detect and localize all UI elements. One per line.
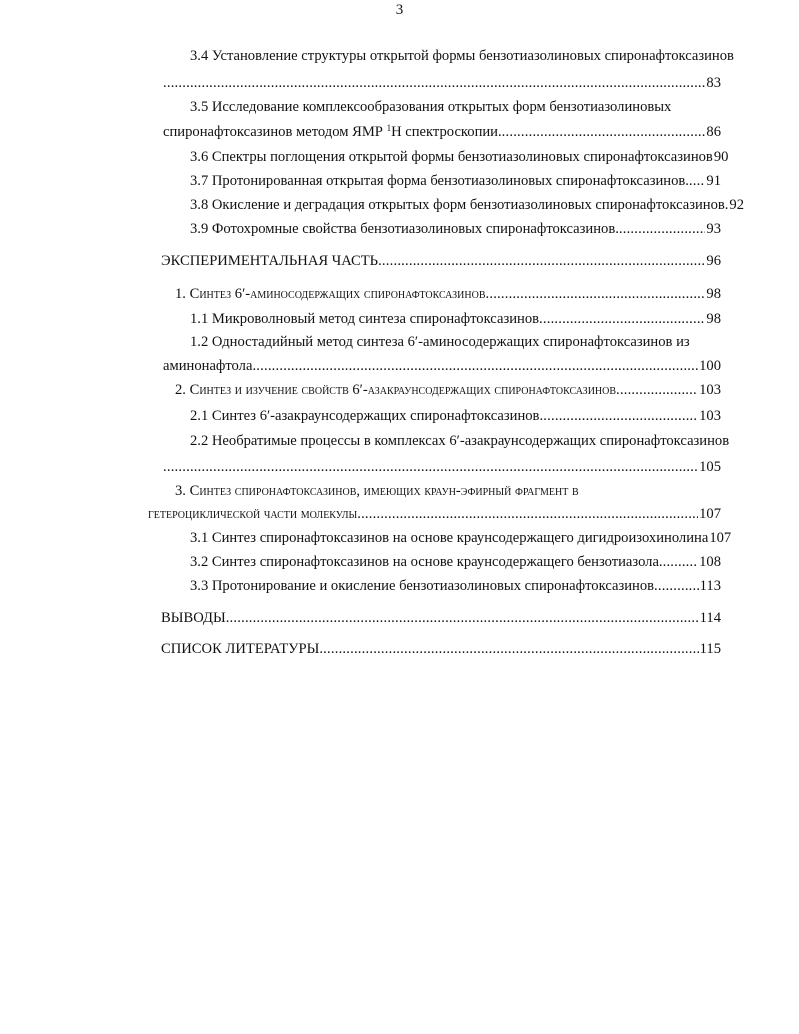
toc-entry-3-5-text: спиронафтоксазинов методом ЯМР $^1$Н спектроскопии. (163, 123, 502, 140)
toc-entry-3-5-line2 (163, 121, 721, 143)
toc-entry-3-9: 3.9 Фотохромные свойства бензотиазолиновых спиронафтоксазинов. ..... 93 (190, 218, 721, 240)
toc-entry-3-5-title: 3.5 Исследование комплексообразования открытых форм бензотиазолиновых (190, 99, 672, 115)
toc-entry-1-1: 1.1 Микроволновый метод синтеза спиронафтоксазинов ..... 98 (190, 308, 721, 330)
leader-dots (378, 250, 705, 272)
toc-entry-2: 2. Синтез и изучение свойств 6′-азакраунсодержащих спиронафтоксазинов ..... 103 (175, 379, 721, 401)
leader-dots (654, 575, 699, 597)
leader-dots (163, 72, 705, 94)
page-number: 3 (395, 2, 404, 18)
toc-entry-3-3: 3.3 Протонирование и окисление бензотиазолиновых спиронафтоксазинов ..... 113 (190, 575, 721, 597)
leader-dots (616, 379, 698, 401)
leader-dots (619, 218, 706, 240)
leader-dots (539, 405, 698, 427)
leader-dots (539, 308, 705, 330)
toc-entry-references: СПИСОК ЛИТЕРАТУРЫ ..... 115 (161, 638, 721, 660)
toc-entry-3-2: 3.2 Синтез спиронафтоксазинов на основе краунсодержащего бензотиазола. ..... 108 (190, 551, 721, 573)
toc-entry-3-title: 3. Синтез спиронафтоксазинов, имеющих краун-эфирный фрагмент в (175, 483, 579, 499)
toc-entry-2-2-title: 2.2 Необратимые процессы в комплексах 6′-азакраунсодержащих спиронафтоксазинов (190, 433, 730, 449)
toc-entry-3-8: 3.8 Окисление и деградация открытых форм бензотиазолиновых спиронафтоксазинов. 92 (190, 197, 745, 213)
toc-entry-3-5-page: 86 (706, 124, 721, 140)
leader-dots (663, 551, 699, 573)
leader-dots (502, 121, 706, 143)
toc-entry-1-2-title: 1.2 Одностадийный метод синтеза 6′-аминосодержащих спиронафтоксазинов из (190, 334, 690, 350)
toc-entry-1: 1. Синтез 6′-аминосодержащих спиронафтоксазинов ..... 98 (175, 283, 721, 305)
toc-entry-experimental: ЭКСПЕРИМЕНТАЛЬНАЯ ЧАСТЬ ..... 96 (161, 250, 721, 272)
leader-dots (689, 170, 705, 192)
toc-entry-2-2-leader: ..... 105 (163, 456, 721, 478)
toc-entry-3-7: 3.7 Протонированная открытая форма бензотиазолиновых спиронафтоксазинов. ..... 91 (190, 170, 721, 192)
toc-entry-conclusions: ВЫВОДЫ ..... 114 (161, 607, 721, 629)
leader-dots (226, 607, 699, 629)
toc-entry-3-4-leader (163, 72, 721, 94)
leader-dots (252, 355, 698, 377)
toc-entry-3-4-title: 3.4 Установление структуры открытой формы бензотиазолиновых спиронафтоксазинов (190, 48, 734, 64)
toc-entry-1-2-line2: аминонафтола ..... 100 (163, 355, 721, 377)
leader-dots (319, 638, 698, 660)
toc-entry-3-line2: гетероциклической части молекулы ..... 107 (148, 503, 721, 525)
toc-entry-3-6: 3.6 Спектры поглощения открытой формы бензотиазолиновых спиронафтоксазинов 90 (190, 149, 729, 165)
leader-dots (163, 456, 698, 478)
leader-dots (486, 283, 706, 305)
leader-dots (357, 503, 698, 525)
toc-entry-2-1: 2.1 Синтез 6′-азакраунсодержащих спиронафтоксазинов ..... 103 (190, 405, 721, 427)
toc-entry-3-1: 3.1 Синтез спиронафтоксазинов на основе краунсодержащего дигидроизохинолина 107 (190, 530, 732, 546)
toc-entry-3-4-page: 83 (706, 75, 721, 91)
